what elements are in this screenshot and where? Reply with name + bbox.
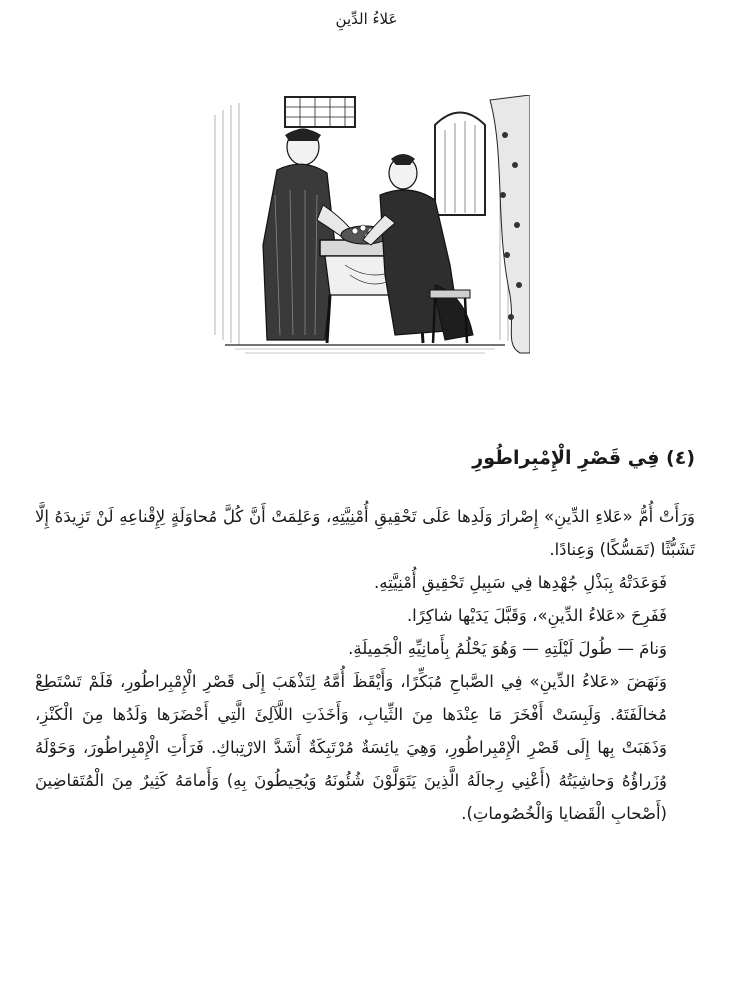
- paragraph: فَفَرِحَ «عَلاءُ الدِّينِ»، وَقَبَّلَ يَدَيْها شاكِرًا.: [406, 606, 667, 625]
- paragraph: وَنامَ — طُولَ لَيْلَتِهِ — وَهُوَ يَحْلُمُ بِأَمانِيِّهِ الْجَمِيلَةِ.: [348, 639, 667, 658]
- running-header: عَلاءُ الدِّينِ: [335, 10, 398, 28]
- paragraph: وَنَهَضَ «عَلاءُ الدِّينِ» فِي الصَّباحِ مُبَكِّرًا، وَأَيْقَظَ أُمَّهُ لِتَذْهَبَ إِلَى قَصْرِ الْإِمْبِراطُورِ، فَلَمْ تَسْتَطِعْ مُخالَفَتَهُ. وَلَبِسَتْ أَفْخَرَ مَا عِنْدَها مِنَ الثِّيابِ، وَأَخَذَتِ اللَّآلِئَ الَّتِي أَحْضَرَها وَلَدُها مِنَ الْكَنْزِ، وَذَهَبَتْ بِها إِلَى قَصْرِ الْإِمْبِراطُورِ، وَهِيَ يائِسَةٌ مُرْتَبِكَةٌ أَشَدَّ الارْتِباكِ. فَرَأَتِ الْإِمْبِراطُورَ، وَحَوْلَهُ وُزَراؤُهُ وَحاشِيَتُهُ (أَعْنِي رِجالَهُ الَّذِينَ يَتَوَلَّوْنَ شُئُونَهُ وَيُحِيطُونَ بِهِ) وَأَمامَهُ كَثِيرٌ مِنَ الْمُتَقاضِينَ (أَصْحابِ الْقَضايا وَالْخُصُوماتِ).: [35, 672, 667, 823]
- chapter-heading: (٤) فِي قَصْرِ الْإِمْبِراطُورِ: [472, 447, 695, 469]
- paragraph: فَوَعَدَتْهُ بِبَذْلِ جُهْدِها فِي سَبِيلِ تَحْقِيقِ أُمْنِيَّتِهِ.: [374, 573, 667, 592]
- paragraph: وَرَأَتْ أُمُّ «عَلاءِ الدِّينِ» إِصْرارَ وَلَدِها عَلَى تَحْقِيقِ أُمْنِيَّتِهِ، وَعَلِمَتْ أَنَّ كُلَّ مُحاوَلَةٍ لِإِقْناعِهِ لَنْ تَزِيدَهُ إِلَّا تَشَبُّثًا (تَمَسُّكًا) وَعِنادًا.: [35, 507, 695, 559]
- engraving-illustration: [205, 95, 530, 357]
- story-text: [35, 500, 695, 830]
